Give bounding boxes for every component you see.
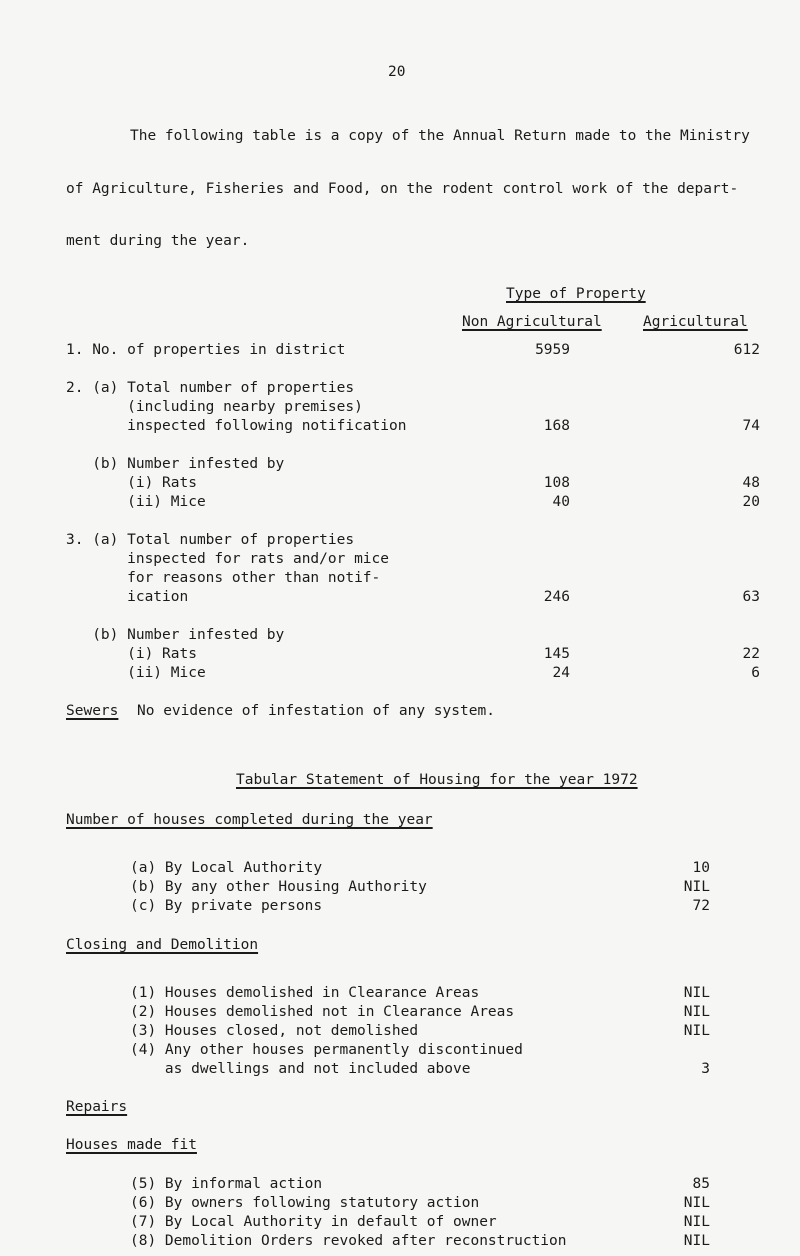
table-row-label: for reasons other than notif- <box>66 570 381 586</box>
sewers-text: No evidence of infestation of any system. <box>137 703 495 719</box>
list-item-value: NIL <box>683 1004 710 1020</box>
intro-line: of Agriculture, Fisheries and Food, on the rodent control work of the depart- <box>66 181 739 197</box>
table-row-label: inspected for rats and/or mice <box>66 551 390 567</box>
list-item-label: (b) By any other Housing Authority <box>130 879 427 895</box>
table-row-label: (i) Rats <box>66 646 197 662</box>
list-item-label: as dwellings and not included above <box>130 1061 471 1077</box>
list-item-label: (1) Houses demolished in Clearance Areas <box>130 985 480 1001</box>
table-row-label: (i) Rats <box>66 475 197 491</box>
cell-non-agri: 108 <box>543 475 570 491</box>
table-row-label: (ii) Mice <box>66 665 206 681</box>
list-item-label: (8) Demolition Orders revoked after reconstruction <box>130 1233 567 1249</box>
table-row-label: inspected following notification <box>66 418 407 434</box>
list-item-label: (5) By informal action <box>130 1176 323 1192</box>
list-item-value: 85 <box>692 1176 710 1192</box>
list-item-label: (3) Houses closed, not demolished <box>130 1023 419 1039</box>
sewers-label: Sewers <box>66 703 119 719</box>
housing-title: Tabular Statement of Housing for the year 1972 <box>236 772 638 788</box>
list-item-value: NIL <box>683 879 710 895</box>
list-item-label: (a) By Local Authority <box>130 860 323 876</box>
table-row-label: 2. (a) Total number of properties <box>66 380 355 396</box>
list-item-value: NIL <box>683 1195 710 1211</box>
cell-agri: 6 <box>751 665 760 681</box>
cell-non-agri: 5959 <box>535 342 570 358</box>
cell-agri: 63 <box>742 589 760 605</box>
completed-heading: Number of houses completed during the year <box>66 812 433 828</box>
list-item-value: NIL <box>683 985 710 1001</box>
col-header-agricultural: Agricultural <box>643 314 748 330</box>
cell-non-agri: 40 <box>552 494 570 510</box>
list-item-value: NIL <box>683 1214 710 1230</box>
page-number: 20 <box>388 64 406 80</box>
table-row-label: 3. (a) Total number of properties <box>66 532 355 548</box>
list-item-label: (4) Any other houses permanently discontinued <box>130 1042 523 1058</box>
cell-agri: 20 <box>742 494 760 510</box>
list-item-value: NIL <box>683 1233 710 1249</box>
cell-agri: 48 <box>742 475 760 491</box>
cell-non-agri: 168 <box>543 418 570 434</box>
list-item-value: 72 <box>692 898 710 914</box>
table-row-label: (b) Number infested by <box>66 627 285 643</box>
cell-agri: 612 <box>733 342 760 358</box>
list-item-label: (7) By Local Authority in default of owner <box>130 1214 497 1230</box>
list-item-label: (6) By owners following statutory action <box>130 1195 480 1211</box>
fit-heading: Houses made fit <box>66 1137 197 1153</box>
list-item-label: (c) By private persons <box>130 898 323 914</box>
cell-non-agri: 145 <box>543 646 570 662</box>
intro-line: ment during the year. <box>66 233 250 249</box>
cell-non-agri: 24 <box>552 665 570 681</box>
list-item-label: (2) Houses demolished not in Clearance Areas <box>130 1004 515 1020</box>
intro-line: The following table is a copy of the Annual Return made to the Ministry <box>130 128 750 144</box>
table-row-label: ication <box>66 589 189 605</box>
list-item-value: 3 <box>701 1061 710 1077</box>
repairs-heading: Repairs <box>66 1099 128 1115</box>
list-item-value: 10 <box>692 860 710 876</box>
type-of-property-heading: Type of Property <box>506 286 646 302</box>
cell-agri: 22 <box>742 646 760 662</box>
cell-agri: 74 <box>742 418 760 434</box>
col-header-non-agricultural: Non Agricultural <box>462 314 602 330</box>
cell-non-agri: 246 <box>543 589 570 605</box>
list-item-value: NIL <box>683 1023 710 1039</box>
table-row-label: (including nearby premises) <box>66 399 363 415</box>
closing-heading: Closing and Demolition <box>66 937 259 953</box>
table-row-label: (b) Number infested by <box>66 456 285 472</box>
table-row-label: 1. No. of properties in district <box>66 342 346 358</box>
table-row-label: (ii) Mice <box>66 494 206 510</box>
